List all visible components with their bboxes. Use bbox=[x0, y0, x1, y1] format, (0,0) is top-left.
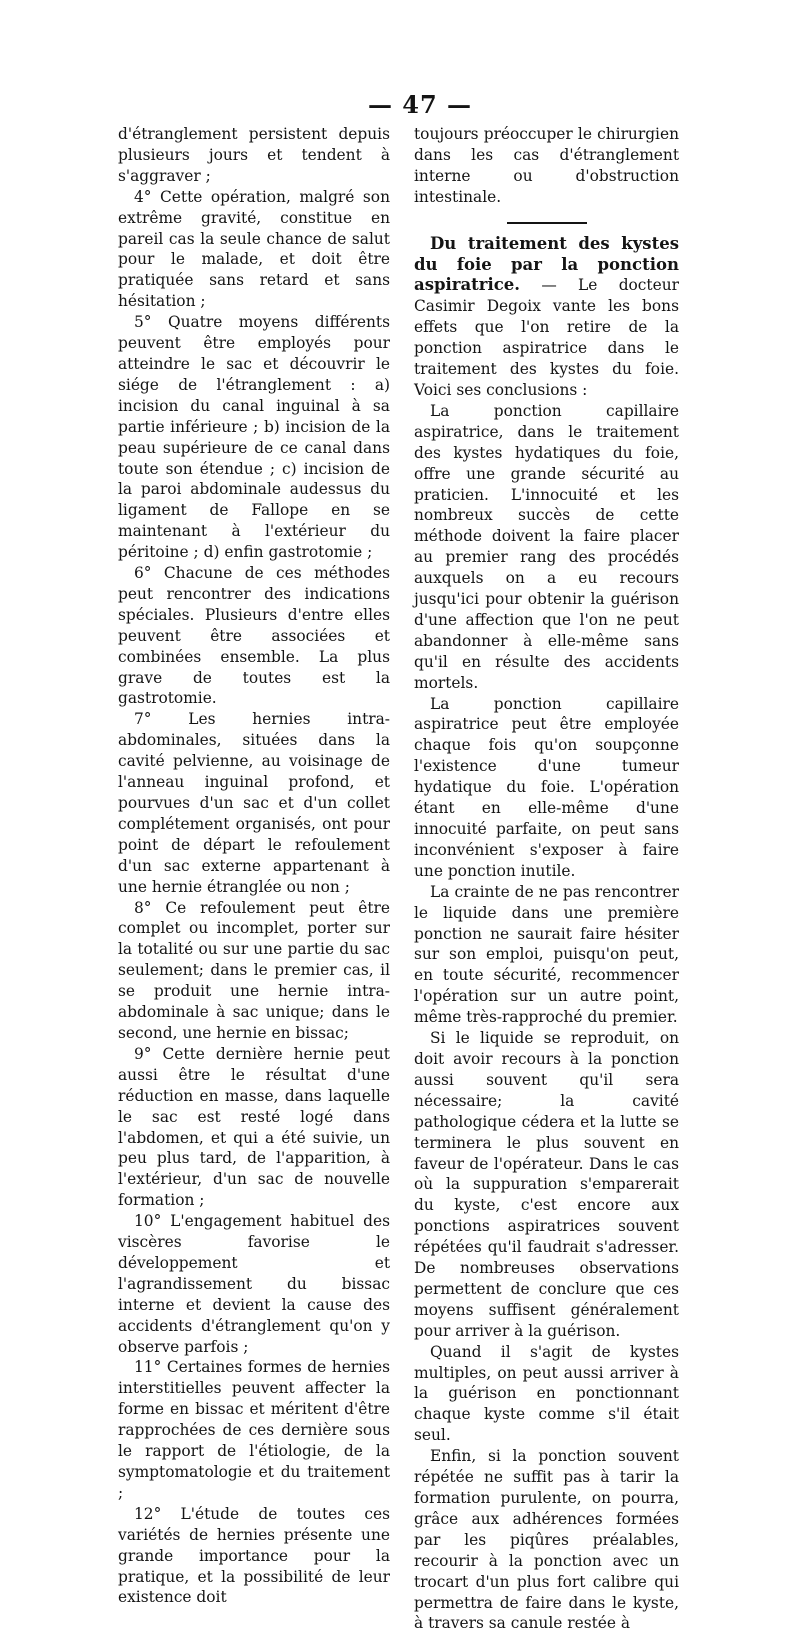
article-intro: — Le docteur Casimir Degoix vante les bons effets que l'on retire de la ponction aspiratrice dans le traitement des kystes du foie. Voici ses conclusions : bbox=[414, 276, 679, 399]
paragraph: 12° L'étude de toutes ces variétés de hernies présente une grande importance pour la pratique, et la possibilité de leur existence doit bbox=[118, 1504, 390, 1607]
paragraph: La ponction capillaire aspiratrice peut être employée chaque fois qu'on soupçonne l'existence d'une tumeur hydatique du foie. L'opération étant en elle-même d'une innocuité parfaite, on peut sans inconvénient s'exposer à faire une ponction inutile. bbox=[414, 694, 679, 880]
paragraph: 5° Quatre moyens différents peuvent être employés pour atteindre le sac et découvrir le siége de l'étranglement : a) incision du canal inguinal à sa partie inférieure ; b) incision de la peau supérieure de ce canal dans toute son étendue ; c) incision de la paroi abdominale audessus du ligament de Fallope en se maintenant à l'extérieur du péritoine ; d) enfin gastrotomie ; bbox=[118, 313, 390, 562]
paragraph: 4° Cette opération, malgré son extrême gravité, constitue en pareil cas la seule chance de salut pour le malade, et doit être pratiquée sans retard et sans hésitation ; bbox=[118, 187, 390, 311]
paragraph: La crainte de ne pas rencontrer le liquide dans une première ponction ne saurait faire hésiter sur son emploi, puisqu'on peut, en toute sécurité, recommencer l'opération sur un autre point, même très-rapproché du premier. bbox=[414, 882, 679, 1027]
right-column bbox=[414, 124, 679, 1634]
paragraph: 7° Les hernies intra-abdominales, situées dans la cavité pelvienne, au voisinage de l'anneau inguinal profond, et pourvues d'un sac et d'un collet complétement organisés, ont pour point de départ le refoulement d'un sac externe appartenant à une hernie étranglée ou non ; bbox=[118, 710, 390, 896]
article-heading bbox=[414, 234, 679, 401]
paragraph: d'étranglement persistent depuis plusieurs jours et tendent à s'aggraver ; bbox=[118, 125, 390, 185]
paragraph: Quand il s'agit de kystes multiples, on peut aussi arriver à la guérison en ponctionnant chaque kyste comme s'il était seul. bbox=[414, 1342, 679, 1445]
paragraph: toujours préoccuper le chirurgien dans les cas d'étranglement interne ou d'obstruction intestinale. bbox=[414, 125, 679, 206]
paragraph: 6° Chacune de ces méthodes peut rencontrer des indications spéciales. Plusieurs d'entre elles peuvent être associées et combinées ensemble. La plus grave de toutes est la gastrotomie. bbox=[118, 564, 390, 708]
paragraph: 10° L'engagement habituel des viscères favorise le développement et l'agrandissement du bissac interne et devient la cause des accidents d'étranglement qu'on y observe parfois ; bbox=[118, 1212, 390, 1356]
paragraph: 11° Certaines formes de hernies interstitielles peuvent affecter la forme en bissac et méritent d'être rapprochées de ces dernière sous le rapport de l'étiologie, de la symptomatologie et du traitement ; bbox=[118, 1358, 390, 1502]
paragraph: 8° Ce refoulement peut être complet ou incomplet, porter sur la totalité ou sur une partie du sac seulement; dans le premier cas, il se produit une hernie intra-abdominale à sac unique; dans le second, une hernie en bissac; bbox=[118, 898, 390, 1042]
article-title: Du traitement des kystes du foie par la ponction aspiratrice. bbox=[414, 233, 679, 295]
page-number: — 47 — bbox=[367, 90, 473, 119]
paragraph: Si le liquide se reproduit, on doit avoir recours à la ponction aussi souvent qu'il sera nécessaire; la cavité pathologique cédera et la lutte se terminera le plus souvent en faveur de l'opérateur. Dans le cas où la suppuration s'emparerait du kyste, c'est encore aux ponctions aspiratrices souvent répétées qu'il faudrait s'adresser. De nombreuses observations permettent de conclure que ces moyens suffisent généralement pour arriver à la guérison. bbox=[414, 1029, 679, 1340]
paragraph: Enfin, si la ponction souvent répétée ne suffit pas à tarir la formation purulente, on pourra, grâce aux adhérences formées par les piqûres préalables, recourir à la ponction avec un trocart d'un plus fort calibre qui permettra de faire dans le kyste, à travers sa canule restée à bbox=[414, 1447, 679, 1633]
left-column bbox=[118, 124, 390, 1608]
paragraph: La ponction capillaire aspiratrice, dans le traitement des kystes hydatiques du foie, offre une grande sécurité au praticien. L'innocuité et les nombreux succès de cette méthode doivent la faire placer au premier rang des procédés auxquels on a eu recours jusqu'ici pour obtenir la guérison d'une affection que l'on ne peut abandonner à elle-même sans qu'il en résulte des accidents mortels. bbox=[414, 401, 679, 692]
paragraph: 9° Cette dernière hernie peut aussi être le résultat d'une réduction en masse, dans laquelle le sac est resté logé dans l'abdomen, et qui a été suivie, un peu plus tard, de l'apparition, à l'extérieur, d'un sac de nouvelle formation ; bbox=[118, 1044, 390, 1210]
section-divider bbox=[507, 222, 587, 224]
